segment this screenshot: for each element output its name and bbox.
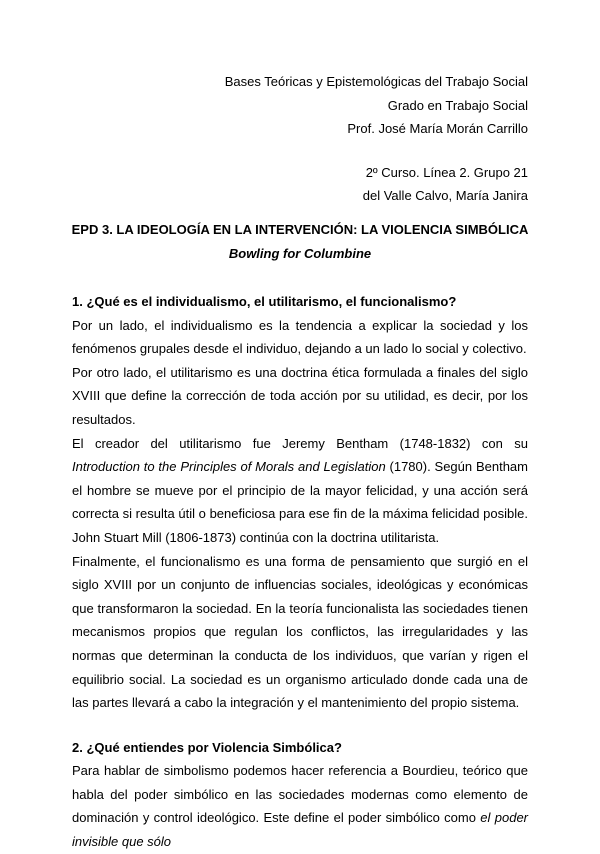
course-line: 2º Curso. Línea 2. Grupo 21 xyxy=(365,164,528,180)
section-1-heading: 1. ¿Qué es el individualismo, el utilitarismo, el funcionalismo? xyxy=(72,294,457,309)
document-title: EPD 3. LA IDEOLOGÍA EN LA INTERVENCIÓN: LA VIOLENCIA SIMBÓLICA xyxy=(71,222,529,237)
paragraph-text: El creador del utilitarismo fue Jeremy Bentham (1748-1832) con su xyxy=(72,435,528,451)
header-spacer xyxy=(225,141,528,161)
book-title: Introduction to the Principles of Morals and Legislation xyxy=(72,459,386,475)
section-1-paragraph-2: Por otro lado, el utilitarismo es una doctrina ética formulada a finales del siglo XVIII que define la corrección de toda acción por su utilidad, es decir, por los resultados. xyxy=(72,364,528,427)
quote-text: el poder invisible que sólo xyxy=(72,810,528,850)
section-2-heading: 2. ¿Qué entiendes por Violencia Simbólica? xyxy=(72,739,342,755)
professor-line: Prof. José María Morán Carrillo xyxy=(347,121,528,136)
film-title: Bowling for Columbine xyxy=(228,246,372,261)
degree-line: Grado en Trabajo Social xyxy=(387,97,528,113)
section-1-paragraph-3 xyxy=(72,432,528,550)
paragraph-text: (1780). Según Bentham el hombre se mueve por el principio de la mayor felicidad, y una acción será correcta si resulta útil o beneficiosa para ese fin de la máxima felicidad posible. John Stuart Mill (1806-1873) continúa con la doctrina utilitarista. xyxy=(72,459,528,545)
section-gap xyxy=(72,715,528,736)
paragraph-text: Para hablar de simbolismo podemos hacer referencia a Bourdieu, teórico que habla del poder simbólico en las sociedades modernas como elemento de dominación y control ideológico. Este define el poder simbólico como xyxy=(72,763,528,826)
section-2-paragraph-1 xyxy=(72,759,528,853)
subject-line: Bases Teóricas y Epistemológicas del Trabajo Social xyxy=(224,74,528,89)
student-line: del Valle Calvo, María Janira xyxy=(362,188,528,203)
title-block xyxy=(0,218,600,266)
document-body xyxy=(72,290,528,854)
section-1-paragraph-4: Finalmente, el funcionalismo es una forma de pensamiento que surgió en el siglo XVIII por un conjunto de influencias sociales, ideológicas y económicas que transformaron la sociedad. En la teoría funcionalista las sociedades tienen mecanismos propios que regulan los conflictos, las irregularidades y las normas que determinan la conducta de los individuos, que varían y rigen el equilibrio social. La sociedad es un organismo articulado donde cada una de las partes llevará a cabo la integración y el mantenimiento del propio sistema. xyxy=(72,553,528,711)
document-header xyxy=(225,70,528,208)
section-1-paragraph-1: Por un lado, el individualismo es la tendencia a explicar la sociedad y los fenómenos grupales desde el individuo, dejando a un lado lo social y colectivo. xyxy=(72,317,528,357)
